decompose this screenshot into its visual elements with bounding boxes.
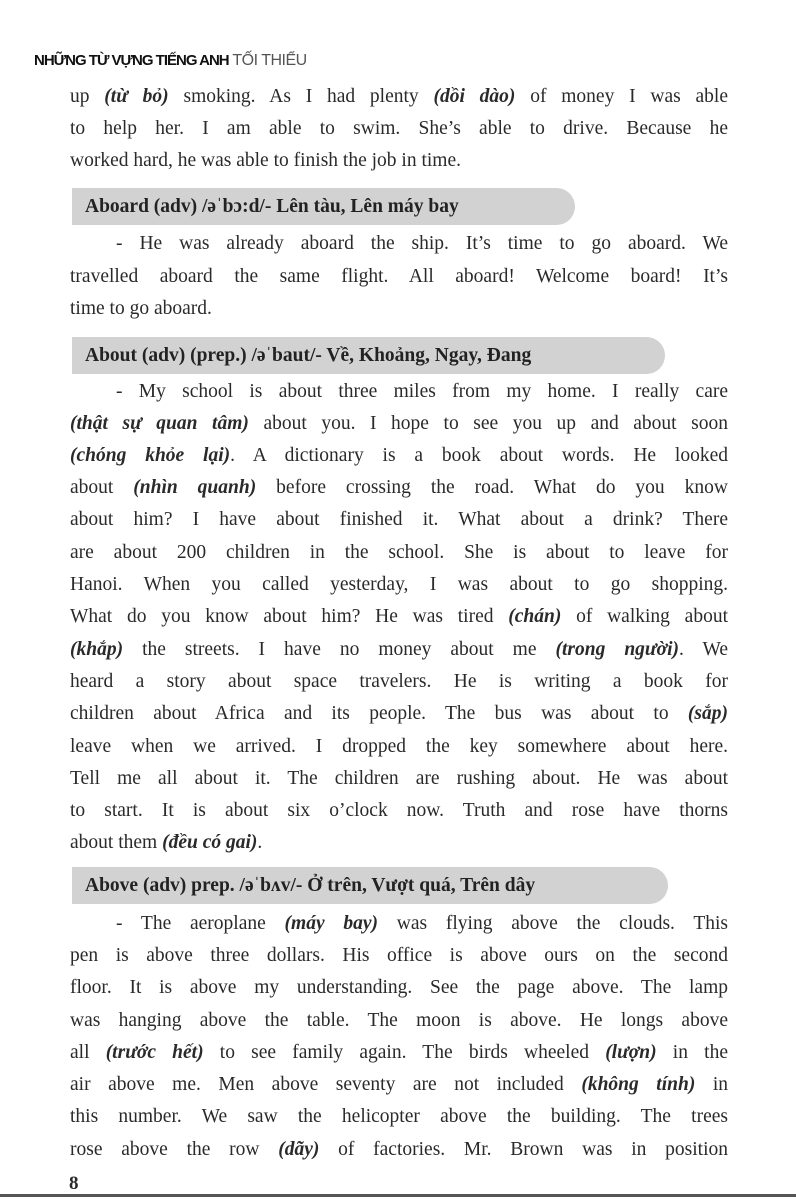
text-segment: are about 200 children in the school. She is about to leave for: [70, 542, 728, 563]
text-line: [70, 1009, 728, 1033]
text-segment: of factories. Mr. Brown was in position: [319, 1139, 728, 1160]
text-segment: - He was already aboard the ship. It’s time to go aboard. We: [116, 233, 728, 254]
vietnamese-gloss: (chán): [508, 606, 562, 627]
text-segment: What do you know about him? He was tired: [70, 606, 509, 627]
text-segment: travelled aboard the same flight. All aboard! Welcome board! It’s: [70, 266, 728, 287]
text-line: [70, 702, 728, 726]
text-segment: children about Africa and its people. The bus was about to: [70, 703, 688, 724]
text-segment: was hanging above the table. The moon is above. He longs above: [70, 1010, 728, 1031]
text-line: [70, 476, 728, 500]
text-segment: about you. I hope to see you up and about soon: [248, 413, 728, 434]
vietnamese-gloss: (dãy): [278, 1139, 320, 1160]
text-line: [70, 976, 728, 1000]
text-line: [70, 117, 728, 141]
text-segment: the streets. I have no money about me: [123, 639, 556, 660]
text-segment: of money I was able: [515, 86, 728, 107]
text-segment: was flying above the clouds. This: [378, 913, 729, 934]
text-segment: all: [70, 1042, 106, 1063]
text-line: [70, 265, 728, 289]
vietnamese-gloss: (thật sự quan tâm): [70, 413, 249, 434]
text-segment: to help her. I am able to swim. She’s able to drive. Because he: [70, 118, 728, 139]
text-segment: about him? I have about finished it. What about a drink? There: [70, 509, 728, 530]
vietnamese-gloss: (không tính): [581, 1074, 696, 1095]
vietnamese-gloss: (đều có gai): [162, 832, 258, 853]
vietnamese-gloss: (lượn): [605, 1042, 657, 1063]
text-line: [70, 444, 728, 468]
text-segment: - The aeroplane: [116, 913, 285, 934]
text-line: [70, 605, 728, 629]
text-segment: - My school is about three miles from my home. I really care: [116, 381, 728, 402]
text-line: [70, 85, 728, 109]
text-line: [70, 1073, 728, 1097]
text-segment: air above me. Men above seventy are not included: [70, 1074, 582, 1095]
text-line: [70, 638, 728, 662]
running-header-thin: TỐI THIỂU: [232, 52, 307, 69]
text-segment: time to go aboard.: [70, 298, 212, 319]
vietnamese-gloss: (dồi dào): [433, 86, 516, 107]
entry-heading-above: Above (adv) prep. /əˈbʌv/- Ở trên, Vượt quá, Trên dây: [72, 867, 668, 904]
entry-heading-about: About (adv) (prep.) /əˈbaut/- Về, Khoảng, Ngay, Đang: [72, 337, 665, 374]
text-line: [70, 412, 728, 436]
text-segment: Hanoi. When you called yesterday, I was about to go shopping.: [70, 574, 728, 595]
vietnamese-gloss: (trong người): [555, 639, 679, 660]
text-segment: Tell me all about it. The children are rushing about. He was about: [70, 768, 728, 789]
running-header-bold: NHỮNG TỪ VỰNG TIẾNG ANH: [34, 52, 229, 69]
text-line: [70, 297, 728, 321]
text-line: [70, 573, 728, 597]
vietnamese-gloss: (nhìn quanh): [133, 477, 257, 498]
vietnamese-gloss: (khắp): [70, 639, 124, 660]
text-segment: worked hard, he was able to finish the job in time.: [70, 150, 461, 171]
text-segment: in: [695, 1074, 729, 1095]
page-number: 8: [69, 1173, 79, 1194]
text-line: [70, 380, 728, 404]
text-line: [70, 232, 728, 256]
text-line: [70, 1138, 728, 1162]
running-header: [34, 50, 307, 70]
entry-heading-aboard: Aboard (adv) /əˈbɔ:d/- Lên tàu, Lên máy bay: [72, 188, 575, 225]
text-segment: .: [257, 832, 263, 853]
text-segment: to start. It is about six o’clock now. Truth and rose have thorns: [70, 800, 728, 821]
text-segment: rose above the row: [70, 1139, 279, 1160]
bottom-rule: [0, 1194, 796, 1197]
text-line: [70, 799, 728, 823]
text-segment: pen is above three dollars. His office is above ours on the second: [70, 945, 728, 966]
text-line: [70, 508, 728, 532]
text-line: [70, 912, 728, 936]
text-line: [70, 670, 728, 694]
text-segment: heard a story about space travelers. He is writing a book for: [70, 671, 728, 692]
vietnamese-gloss: (máy bay): [284, 913, 379, 934]
vietnamese-gloss: (sắp): [687, 703, 728, 724]
text-segment: . A dictionary is a book about words. He looked: [230, 445, 728, 466]
text-segment: to see family again. The birds wheeled: [203, 1042, 606, 1063]
text-segment: about them: [70, 832, 163, 853]
text-segment: in the: [656, 1042, 728, 1063]
vietnamese-gloss: (chóng khỏe lại): [70, 445, 231, 466]
text-line: [70, 1041, 728, 1065]
text-segment: smoking. As I had plenty: [168, 86, 434, 107]
text-segment: up: [70, 86, 105, 107]
text-segment: floor. It is above my understanding. See the page above. The lamp: [70, 977, 728, 998]
text-line: [70, 541, 728, 565]
text-segment: before crossing the road. What do you know: [256, 477, 728, 498]
text-segment: of walking about: [561, 606, 729, 627]
text-line: [70, 831, 728, 855]
text-line: [70, 149, 728, 173]
text-segment: leave when we arrived. I dropped the key somewhere about here.: [70, 736, 728, 757]
text-line: [70, 767, 728, 791]
vietnamese-gloss: (trước hết): [105, 1042, 204, 1063]
text-line: [70, 1105, 728, 1129]
text-line: [70, 735, 728, 759]
text-segment: about: [70, 477, 134, 498]
text-segment: . We: [678, 639, 728, 660]
vietnamese-gloss: (từ bỏ): [104, 86, 169, 107]
text-line: [70, 944, 728, 968]
text-segment: this number. We saw the helicopter above the building. The trees: [70, 1106, 728, 1127]
